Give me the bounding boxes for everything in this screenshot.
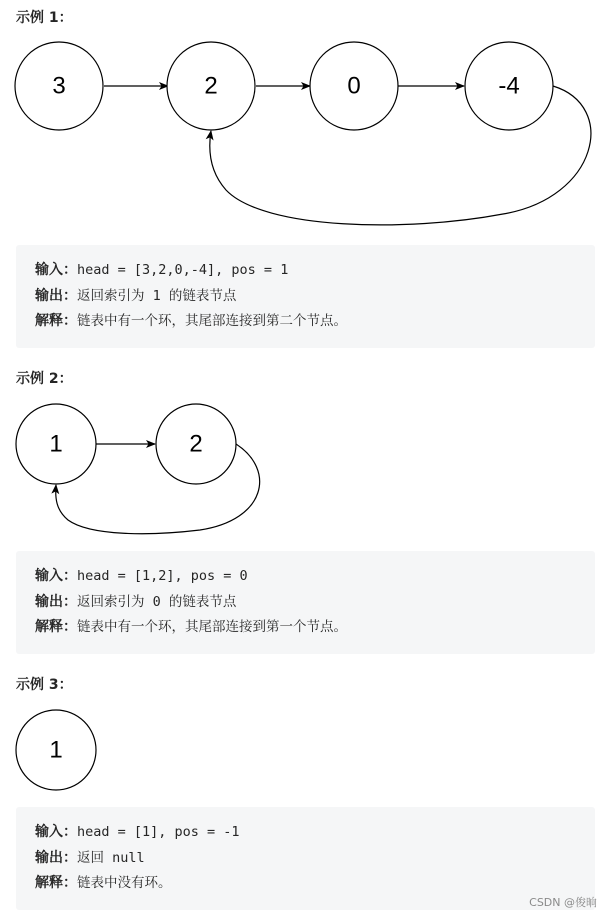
output-line: 输出：返回索引为 0 的链表节点	[35, 593, 237, 610]
node-value: -4	[498, 72, 520, 100]
node-value: 2	[204, 72, 218, 100]
explanation-line: 解释：链表中有一个环，其尾部连接到第一个节点。	[35, 619, 347, 635]
node-value: 2	[189, 430, 203, 458]
node-value: 3	[52, 72, 66, 100]
input-line: 输入：head = [1,2], pos = 0	[35, 568, 248, 584]
list-node	[16, 710, 96, 790]
example-1-title: 示例 1：	[16, 10, 73, 26]
input-line: 输入：head = [3,2,0,-4], pos = 1	[35, 262, 289, 278]
example-3-title: 示例 3：	[16, 677, 73, 693]
output-line: 输出：返回索引为 1 的链表节点	[35, 287, 237, 304]
output-line: 输出：返回 null	[35, 849, 145, 866]
watermark: CSDN @俊晌	[529, 896, 597, 909]
node-value: 0	[347, 72, 361, 100]
explanation-line: 解释：链表中没有环。	[35, 875, 172, 891]
explanation-line: 解释：链表中有一个环，其尾部连接到第二个节点。	[35, 313, 347, 329]
input-line: 输入：head = [1], pos = -1	[35, 824, 240, 840]
node-value: 1	[49, 430, 63, 458]
node-value: 1	[49, 736, 63, 764]
example-2-title: 示例 2：	[16, 371, 73, 387]
example-3-io-box	[16, 807, 595, 910]
